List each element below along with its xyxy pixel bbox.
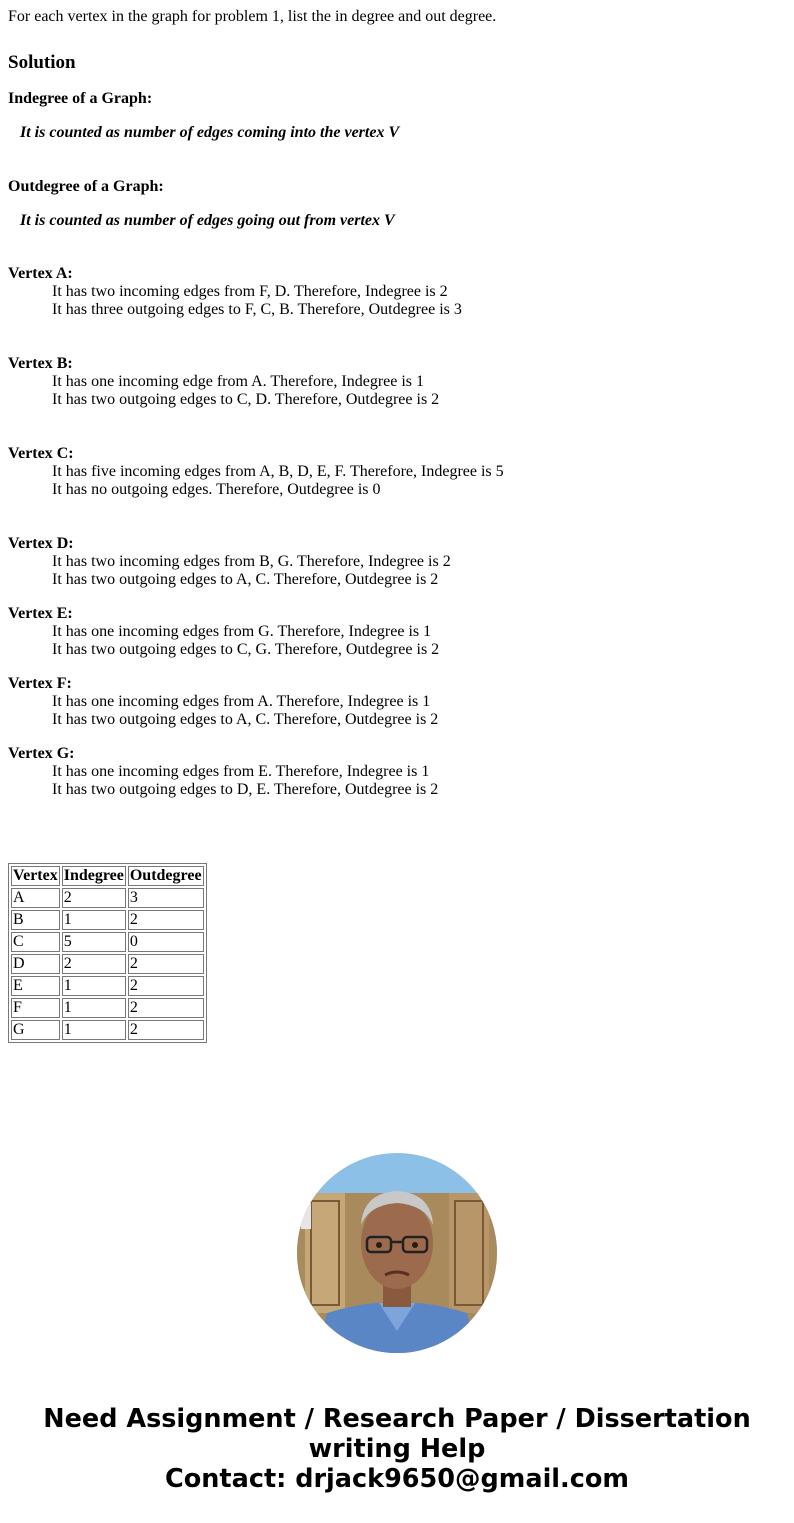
vertex-b-indegree: It has one incoming edge from A. Therefore, Indegree is 1 <box>52 373 425 390</box>
cell-outdegree: 2 <box>128 1020 204 1040</box>
footer-line-1: Need Assignment / Research Paper / Dissertation <box>43 1404 751 1434</box>
table-row <box>11 888 204 908</box>
vertex-e-indegree: It has one incoming edges from G. Therefore, Indegree is 1 <box>52 623 432 640</box>
vertex-g-section <box>8 745 778 799</box>
cell-outdegree: 2 <box>128 998 204 1018</box>
outdegree-title: Outdegree of a Graph: <box>8 178 164 195</box>
vertex-g-outdegree: It has two outgoing edges to D, E. Therefore, Outdegree is 2 <box>52 781 439 798</box>
solution-document <box>8 0 778 799</box>
cell-vertex: C <box>11 932 60 952</box>
vertex-e-outdegree: It has two outgoing edges to C, G. Therefore, Outdegree is 2 <box>52 641 440 658</box>
table-row <box>11 976 204 996</box>
footer-contact-email: Contact: drjack9650@gmail.com <box>165 1464 629 1494</box>
table-row <box>11 998 204 1018</box>
indegree-definition: It is counted as number of edges coming into the vertex V <box>20 124 400 141</box>
table-header-row <box>11 866 204 886</box>
author-portrait-image <box>297 1153 497 1353</box>
vertex-c-title: Vertex C: <box>8 445 74 462</box>
cell-indegree: 1 <box>62 998 126 1018</box>
vertex-f-indegree: It has one incoming edges from A. Therefore, Indegree is 1 <box>52 693 431 710</box>
vertex-b-title: Vertex B: <box>8 355 73 372</box>
outdegree-definition: It is counted as number of edges going out from vertex V <box>20 212 395 229</box>
contact-footer <box>0 1404 794 1494</box>
vertex-d-title: Vertex D: <box>8 535 74 552</box>
solution-heading: Solution <box>8 52 76 73</box>
vertex-a-indegree: It has two incoming edges from F, D. Therefore, Indegree is 2 <box>52 283 448 300</box>
cell-outdegree: 3 <box>128 888 204 908</box>
vertex-e-section <box>8 605 778 659</box>
vertex-g-title: Vertex G: <box>8 745 75 762</box>
author-avatar <box>297 1153 497 1353</box>
cell-outdegree: 2 <box>128 954 204 974</box>
vertex-a-section <box>8 265 778 319</box>
vertex-d-section <box>8 535 778 589</box>
cell-vertex: B <box>11 910 60 930</box>
vertex-b-section <box>8 355 778 409</box>
cell-vertex: G <box>11 1020 60 1040</box>
vertex-a-outdegree: It has three outgoing edges to F, C, B. Therefore, Outdegree is 3 <box>52 301 462 318</box>
question-text: For each vertex in the graph for problem 1, list the in degree and out degree. <box>8 8 497 25</box>
cell-indegree: 1 <box>62 1020 126 1040</box>
vertex-c-indegree: It has five incoming edges from A, B, D, E, F. Therefore, Indegree is 5 <box>52 463 504 480</box>
vertex-f-outdegree: It has two outgoing edges to A, C. Therefore, Outdegree is 2 <box>52 711 439 728</box>
table-row <box>11 1020 204 1040</box>
cell-indegree: 1 <box>62 910 126 930</box>
degree-summary-table <box>8 863 207 1043</box>
cell-vertex: F <box>11 998 60 1018</box>
vertex-b-outdegree: It has two outgoing edges to C, D. Therefore, Outdegree is 2 <box>52 391 440 408</box>
cell-indegree: 5 <box>62 932 126 952</box>
header-indegree: Indegree <box>63 867 124 884</box>
cell-outdegree: 2 <box>128 910 204 930</box>
table-row <box>11 910 204 930</box>
vertex-a-title: Vertex A: <box>8 265 73 282</box>
indegree-title: Indegree of a Graph: <box>8 90 153 107</box>
vertex-g-indegree: It has one incoming edges from E. Therefore, Indegree is 1 <box>52 763 430 780</box>
cell-indegree: 2 <box>62 888 126 908</box>
footer-line-2: writing Help <box>308 1434 486 1464</box>
vertex-c-outdegree: It has no outgoing edges. Therefore, Outdegree is 0 <box>52 481 381 498</box>
table-row <box>11 954 204 974</box>
cell-indegree: 2 <box>62 954 126 974</box>
cell-outdegree: 0 <box>128 932 204 952</box>
vertex-d-outdegree: It has two outgoing edges to A, C. Therefore, Outdegree is 2 <box>52 571 439 588</box>
cell-indegree: 1 <box>62 976 126 996</box>
vertex-f-section <box>8 675 778 729</box>
cell-vertex: E <box>11 976 60 996</box>
header-outdegree: Outdegree <box>129 867 202 884</box>
cell-vertex: D <box>11 954 60 974</box>
vertex-c-section <box>8 445 778 499</box>
header-vertex: Vertex <box>13 867 58 884</box>
vertex-e-title: Vertex E: <box>8 605 73 622</box>
table-row <box>11 932 204 952</box>
vertex-d-indegree: It has two incoming edges from B, G. Therefore, Indegree is 2 <box>52 553 451 570</box>
cell-outdegree: 2 <box>128 976 204 996</box>
vertex-f-title: Vertex F: <box>8 675 72 692</box>
cell-vertex: A <box>11 888 60 908</box>
